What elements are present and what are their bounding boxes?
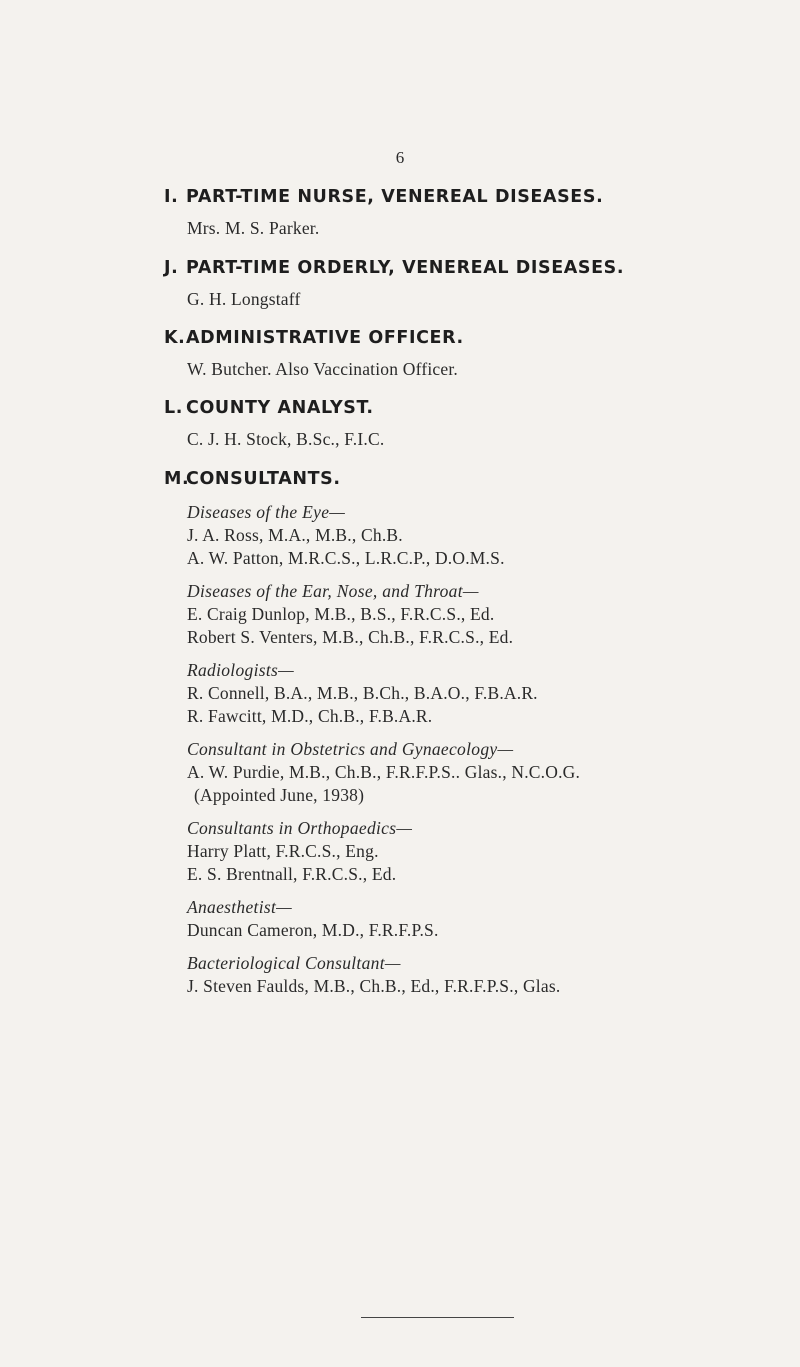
section-letter: J. xyxy=(164,258,179,278)
group-heading: Diseases of the Ear, Nose, and Throat— xyxy=(187,581,479,601)
section-text: C. J. H. Stock, B.Sc., F.I.C. xyxy=(187,429,385,449)
section-letter: I. xyxy=(164,187,179,207)
consultant-name: R. Connell, B.A., M.B., B.Ch., B.A.O., F.B.A.R. xyxy=(187,683,538,703)
section-county-analyst xyxy=(165,397,765,450)
section-heading xyxy=(165,257,765,279)
consultant-name: Duncan Cameron, M.D., F.R.F.P.S. xyxy=(187,920,439,940)
consultant-name: A. W. Patton, M.R.C.S., L.R.C.P., D.O.M.S. xyxy=(187,548,505,568)
section-title: ADMINISTRATIVE OFFICER. xyxy=(186,328,464,348)
consultant-name: E. Craig Dunlop, M.B., B.S., F.R.C.S., Ed. xyxy=(187,604,495,624)
consultant-group-eye xyxy=(187,501,765,569)
section-text: G. H. Longstaff xyxy=(187,289,301,309)
group-heading: Bacteriological Consultant— xyxy=(187,953,401,973)
consultant-name: R. Fawcitt, M.D., Ch.B., F.B.A.R. xyxy=(187,706,433,726)
section-administrative-officer xyxy=(165,327,765,380)
section-part-time-orderly xyxy=(165,257,765,310)
consultant-group-orthopaedics xyxy=(187,817,765,885)
section-title: PART-TIME NURSE, VENEREAL DISEASES. xyxy=(186,187,604,207)
section-heading xyxy=(165,397,765,419)
section-letter: M. xyxy=(164,469,190,489)
consultant-name: A. W. Purdie, M.B., Ch.B., F.R.F.P.S.. Glas., N.C.O.G. xyxy=(187,762,581,782)
group-heading: Diseases of the Eye— xyxy=(187,502,346,522)
section-text: Mrs. M. S. Parker. xyxy=(187,218,320,238)
consultant-group-anaesthetist xyxy=(187,896,765,941)
end-rule xyxy=(361,1317,514,1318)
group-heading: Anaesthetist— xyxy=(187,897,293,917)
section-text: W. Butcher. Also Vaccination Officer. xyxy=(187,359,458,379)
consultant-group-obstetrics xyxy=(187,738,765,806)
section-heading xyxy=(165,468,765,490)
section-letter: K. xyxy=(164,328,186,348)
section-letter: L. xyxy=(164,398,183,418)
section-part-time-nurse xyxy=(165,186,765,239)
section-heading xyxy=(165,186,765,208)
consultant-group-radiologists xyxy=(187,659,765,727)
consultant-name: Robert S. Venters, M.B., Ch.B., F.R.C.S., Ed. xyxy=(187,627,514,647)
consultant-name: J. Steven Faulds, M.B., Ch.B., Ed., F.R.F.P.S., Glas. xyxy=(187,976,561,996)
consultant-name: E. S. Brentnall, F.R.C.S., Ed. xyxy=(187,864,397,884)
section-heading xyxy=(165,327,765,349)
page-number: 6 xyxy=(395,148,405,167)
section-title: CONSULTANTS. xyxy=(186,469,341,489)
section-title: PART-TIME ORDERLY, VENEREAL DISEASES. xyxy=(186,258,625,278)
consultant-group-bacteriological xyxy=(187,952,765,997)
consultant-groups xyxy=(165,501,765,997)
appointment-note: (Appointed June, 1938) xyxy=(194,785,365,805)
consultant-name: Harry Platt, F.R.C.S., Eng. xyxy=(187,841,379,861)
consultant-name: J. A. Ross, M.A., M.B., Ch.B. xyxy=(187,525,403,545)
group-heading: Consultant in Obstetrics and Gynaecology— xyxy=(187,739,514,759)
section-title: COUNTY ANALYST. xyxy=(186,398,374,418)
consultant-group-ent xyxy=(187,580,765,648)
group-heading: Radiologists— xyxy=(187,660,294,680)
section-consultants xyxy=(165,468,765,1008)
group-heading: Consultants in Orthopaedics— xyxy=(187,818,413,838)
